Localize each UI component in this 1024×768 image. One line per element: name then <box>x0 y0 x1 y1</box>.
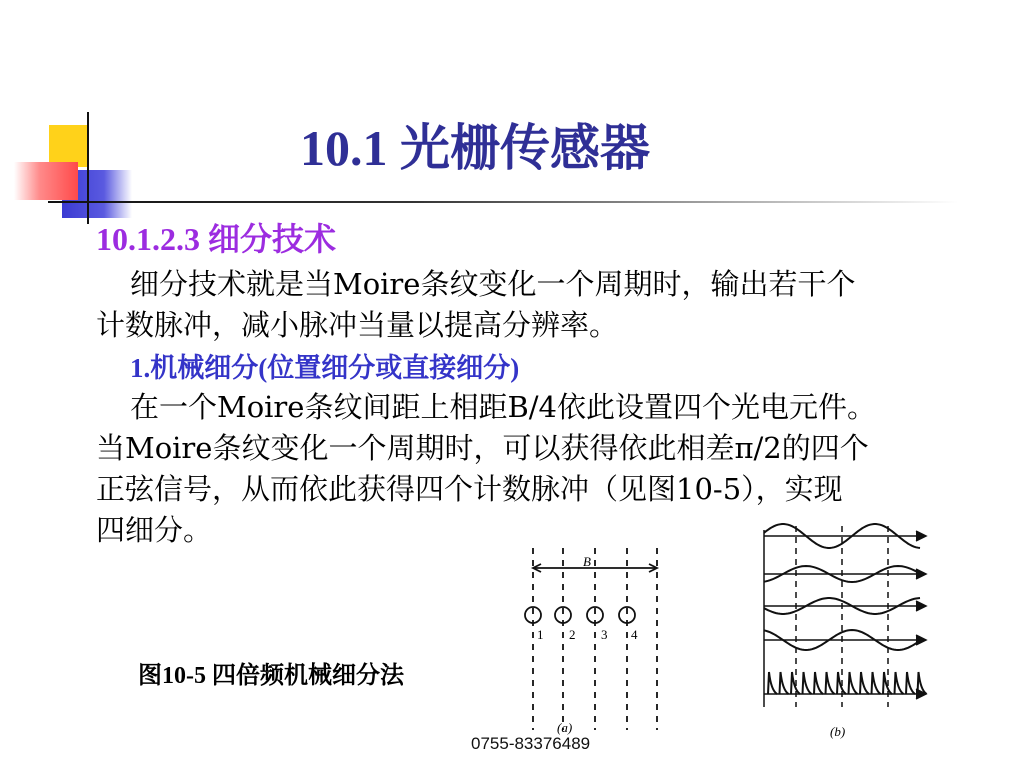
pulse <box>895 672 904 694</box>
body-line-4: 四细分。 <box>96 513 213 547</box>
pulse <box>768 672 777 694</box>
element-label-4: 4 <box>631 627 638 642</box>
pulse <box>780 672 789 694</box>
panel-b-label: (b) <box>830 724 846 739</box>
pulse <box>849 672 858 694</box>
element-label-1: 1 <box>537 627 544 642</box>
body-line-2: 当Moire条纹变化一个周期时，可以获得依此相差π/2的四个 <box>96 431 869 465</box>
deco-yellow-square <box>49 125 89 167</box>
deco-horizontal-line <box>48 201 958 203</box>
pulse <box>860 672 869 694</box>
slide-title: 10.1 光栅传感器 <box>300 120 650 176</box>
intro-line-1: 细分技术就是当Moire条纹变化一个周期时，输出若干个 <box>130 267 856 301</box>
figure-a <box>485 540 685 740</box>
intro-line-2: 计数脉冲，减小脉冲当量以提高分辨率。 <box>96 308 619 342</box>
arrow-icon <box>916 601 926 611</box>
deco-red-bar <box>14 162 78 200</box>
pulse <box>814 672 823 694</box>
pulse <box>872 672 881 694</box>
pulse <box>803 672 812 694</box>
arrow-icon <box>916 531 926 541</box>
element-label-3: 3 <box>601 627 608 642</box>
element-label-2: 2 <box>569 627 576 642</box>
deco-vertical-line <box>87 112 89 224</box>
b-label: B <box>583 554 591 569</box>
body-line-1: 在一个Moire条纹间距上相距B/4依此设置四个光电元件。 <box>130 390 876 424</box>
pulse <box>906 672 915 694</box>
figure-caption: 图10-5 四倍频机械细分法 <box>138 663 404 689</box>
arrow-icon <box>916 569 926 579</box>
figure-b <box>760 522 950 739</box>
subheading: 1.机械细分(位置细分或直接细分) <box>130 353 520 383</box>
pulse <box>826 672 835 694</box>
panel-a-label: (a) <box>557 720 573 735</box>
section-heading: 10.1.2.3 细分技术 <box>96 221 337 257</box>
footer-phone: 0755-83376489 <box>471 734 591 753</box>
body-line-3: 正弦信号，从而依此获得四个计数脉冲（见图10-5），实现 <box>96 472 843 506</box>
